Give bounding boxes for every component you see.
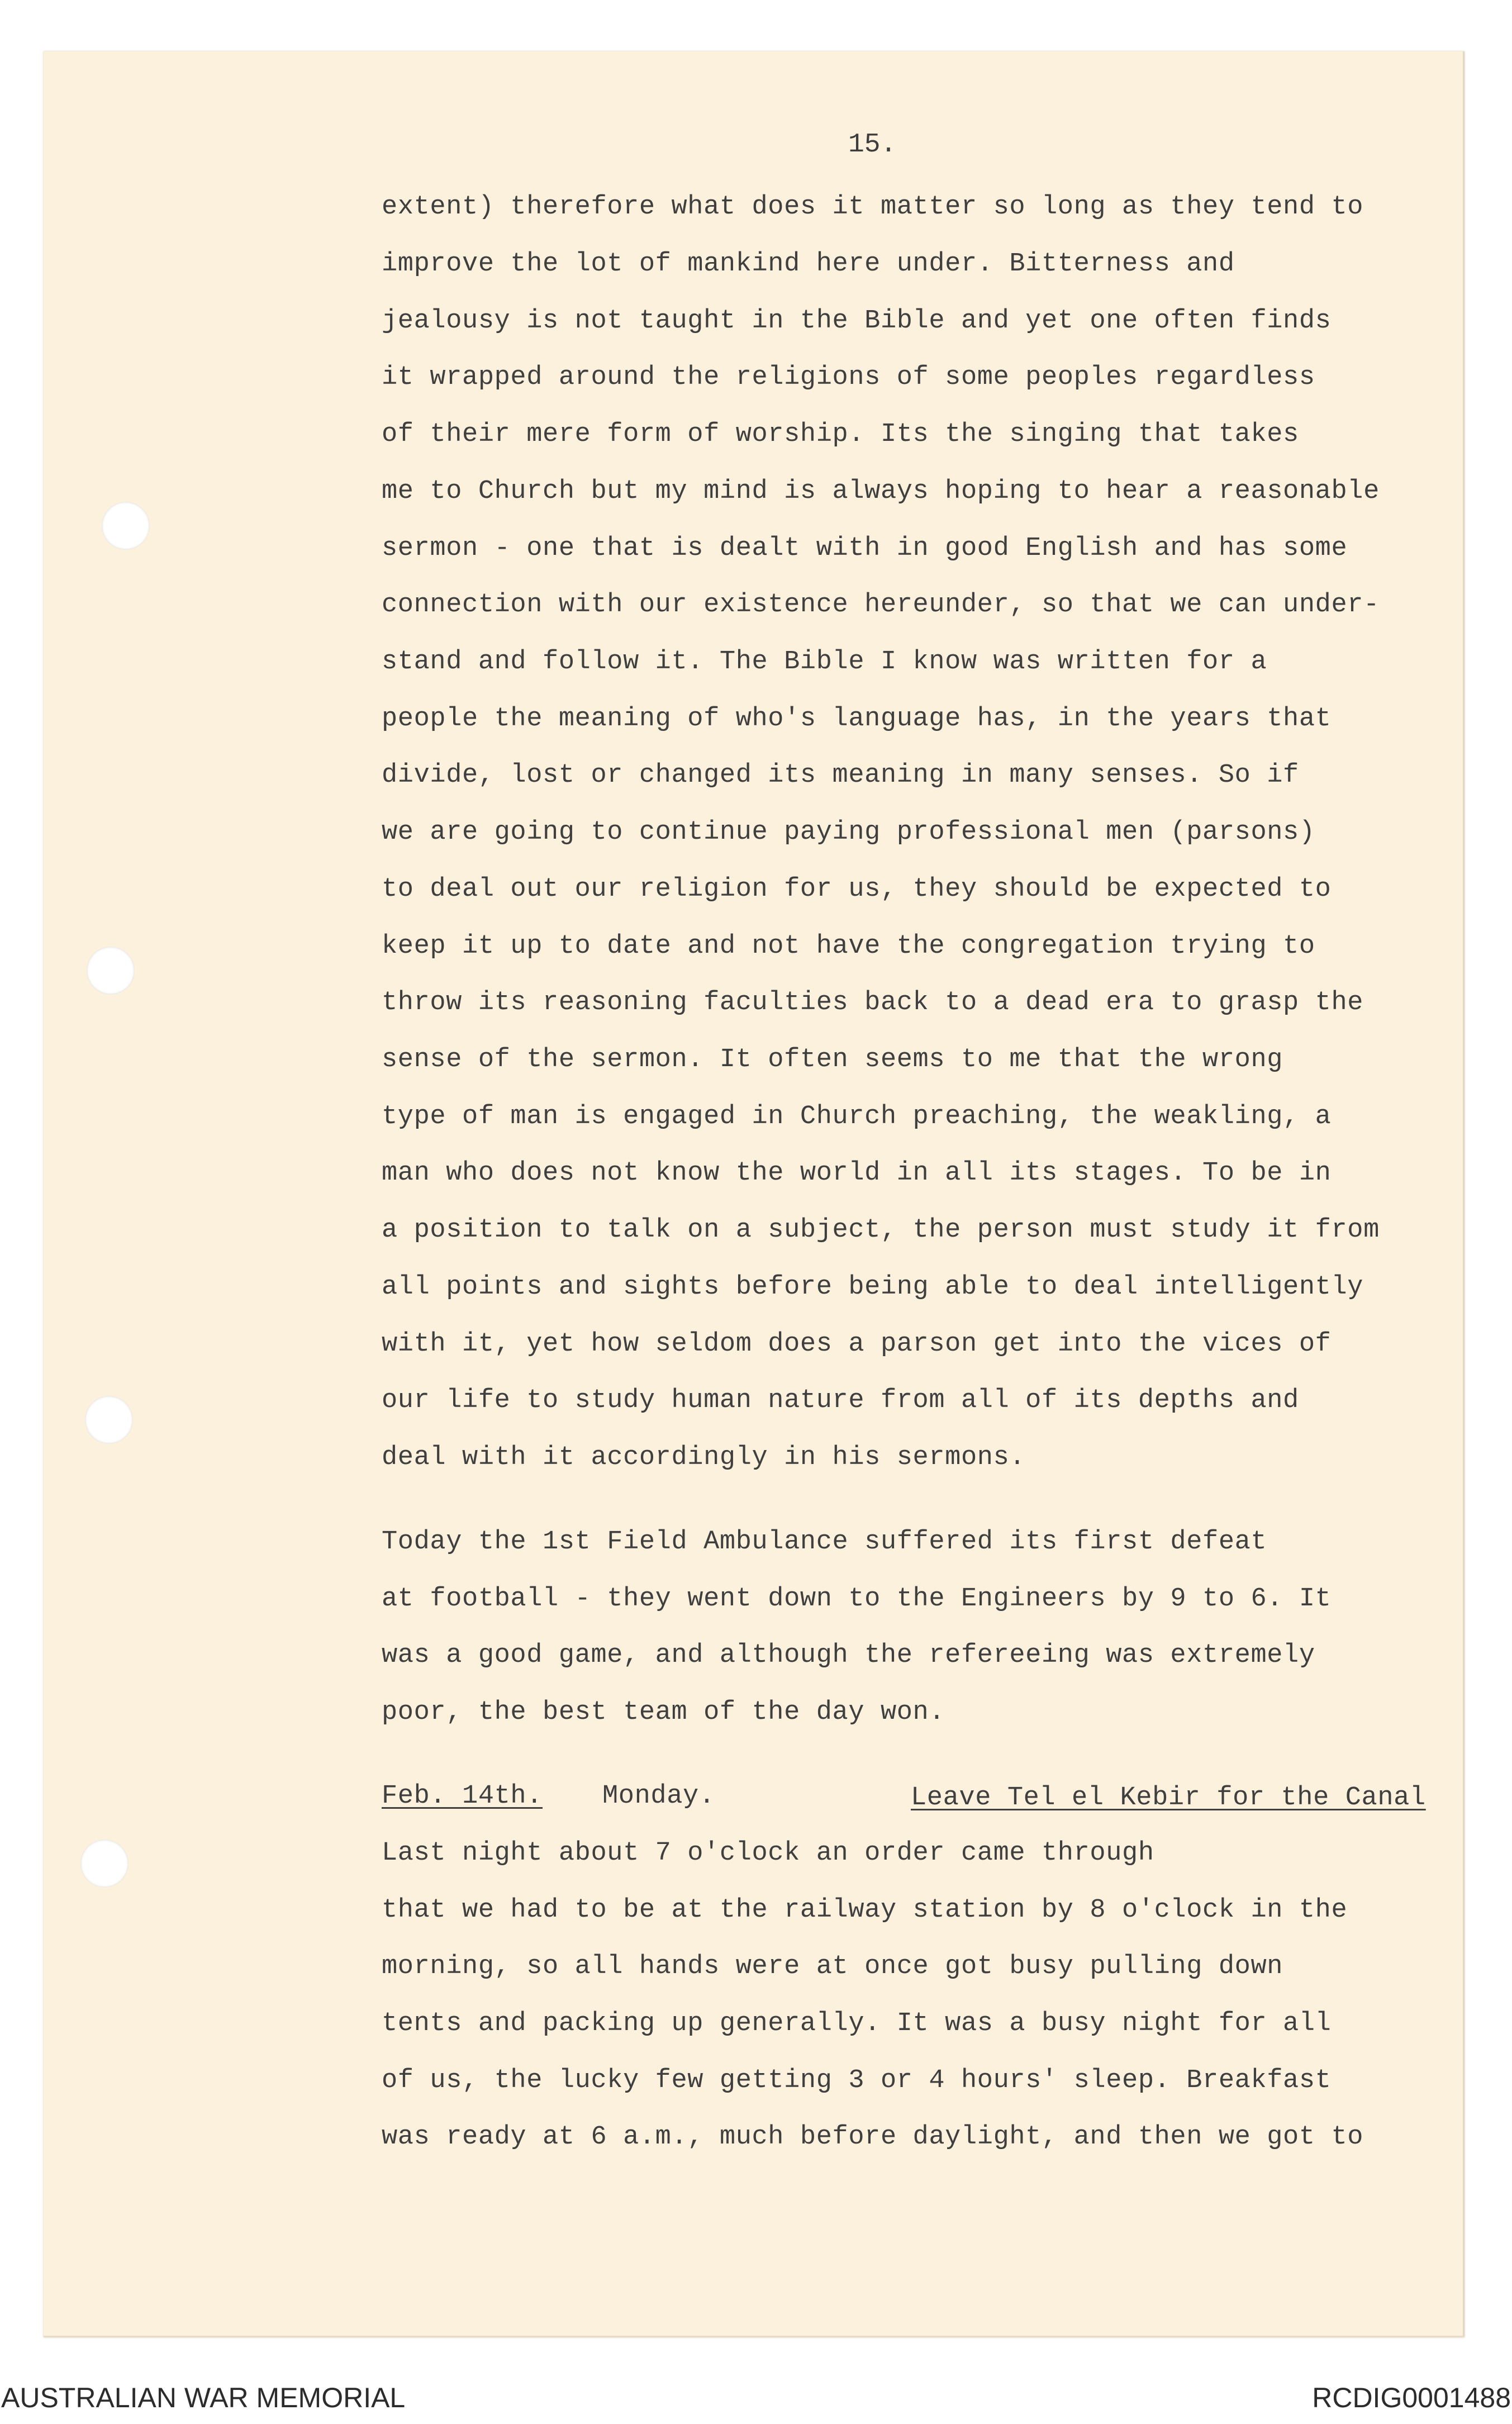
text-line: stand and follow it. The Bible I know was written for a xyxy=(382,647,1267,677)
text-line: was a good game, and although the refereeing was extremely xyxy=(382,1641,1315,1670)
text-line: at football - they went down to the Engineers by 9 to 6. It xyxy=(382,1584,1332,1614)
text-line: a position to talk on a subject, the person must study it from xyxy=(382,1215,1380,1245)
text-line: divide, lost or changed its meaning in many senses. So if xyxy=(382,761,1299,790)
punch-hole xyxy=(87,947,135,995)
text-line: people the meaning of who's language has, in the years that xyxy=(382,704,1332,734)
text-line: to deal out our religion for us, they should be expected to xyxy=(382,874,1332,904)
text-line: improve the lot of mankind here under. Bitterness and xyxy=(382,249,1235,279)
text-line: deal with it accordingly in his sermons. xyxy=(382,1443,1026,1472)
text-line: tents and packing up generally. It was a busy night for all xyxy=(382,2009,1332,2038)
text-line: all points and sights before being able to deal intelligently xyxy=(382,1272,1364,1302)
text-line: we are going to continue paying professional men (parsons) xyxy=(382,817,1315,847)
punch-hole xyxy=(85,1396,133,1444)
text-line: me to Church but my mind is always hoping to hear a reasonable xyxy=(382,477,1380,506)
text-line: extent) therefore what does it matter so long as they tend to xyxy=(382,192,1364,222)
entry-date: Feb. 14th. xyxy=(382,1781,543,1811)
punch-hole xyxy=(102,502,150,550)
text-line: of their mere form of worship. Its the singing that takes xyxy=(382,420,1299,449)
text-line: morning, so all hands were at once got busy pulling down xyxy=(382,1952,1283,1981)
text-line: of us, the lucky few getting 3 or 4 hours' sleep. Breakfast xyxy=(382,2066,1332,2095)
text-line: Last night about 7 o'clock an order came through xyxy=(382,1838,1154,1868)
text-line: throw its reasoning faculties back to a dead era to grasp the xyxy=(382,988,1364,1018)
text-line: man who does not know the world in all its stages. To be in xyxy=(382,1158,1332,1188)
text-line: our life to study human nature from all of its depths and xyxy=(382,1386,1299,1415)
text-line: that we had to be at the railway station by 8 o'clock in the xyxy=(382,1895,1348,1925)
text-line: sermon - one that is dealt with in good English and has some xyxy=(382,534,1348,563)
typed-page xyxy=(44,51,1465,2337)
page-number: 15. xyxy=(848,130,897,160)
entry-heading: Leave Tel el Kebir for the Canal xyxy=(911,1783,1426,1813)
text-line: it wrapped around the religions of some peoples regardless xyxy=(382,363,1315,392)
text-line: poor, the best team of the day won. xyxy=(382,1698,945,1727)
text-line: with it, yet how seldom does a parson get into the vices of xyxy=(382,1329,1332,1359)
entry-day: Monday. xyxy=(602,1781,715,1811)
text-line: connection with our existence hereunder, so that we can under- xyxy=(382,590,1380,620)
text-line: keep it up to date and not have the congregation trying to xyxy=(382,931,1315,961)
text-line: type of man is engaged in Church preaching, the weakling, a xyxy=(382,1102,1332,1132)
text-line: Today the 1st Field Ambulance suffered its first defeat xyxy=(382,1527,1267,1557)
footer-institution: AUSTRALIAN WAR MEMORIAL xyxy=(1,2382,406,2413)
punch-hole xyxy=(80,1840,129,1888)
footer-reference: RCDIG0001488 xyxy=(1312,2382,1511,2413)
text-line: sense of the sermon. It often seems to me that the wrong xyxy=(382,1045,1283,1075)
text-line: jealousy is not taught in the Bible and yet one often finds xyxy=(382,306,1332,336)
text-line: was ready at 6 a.m., much before daylight, and then we got to xyxy=(382,2122,1364,2152)
